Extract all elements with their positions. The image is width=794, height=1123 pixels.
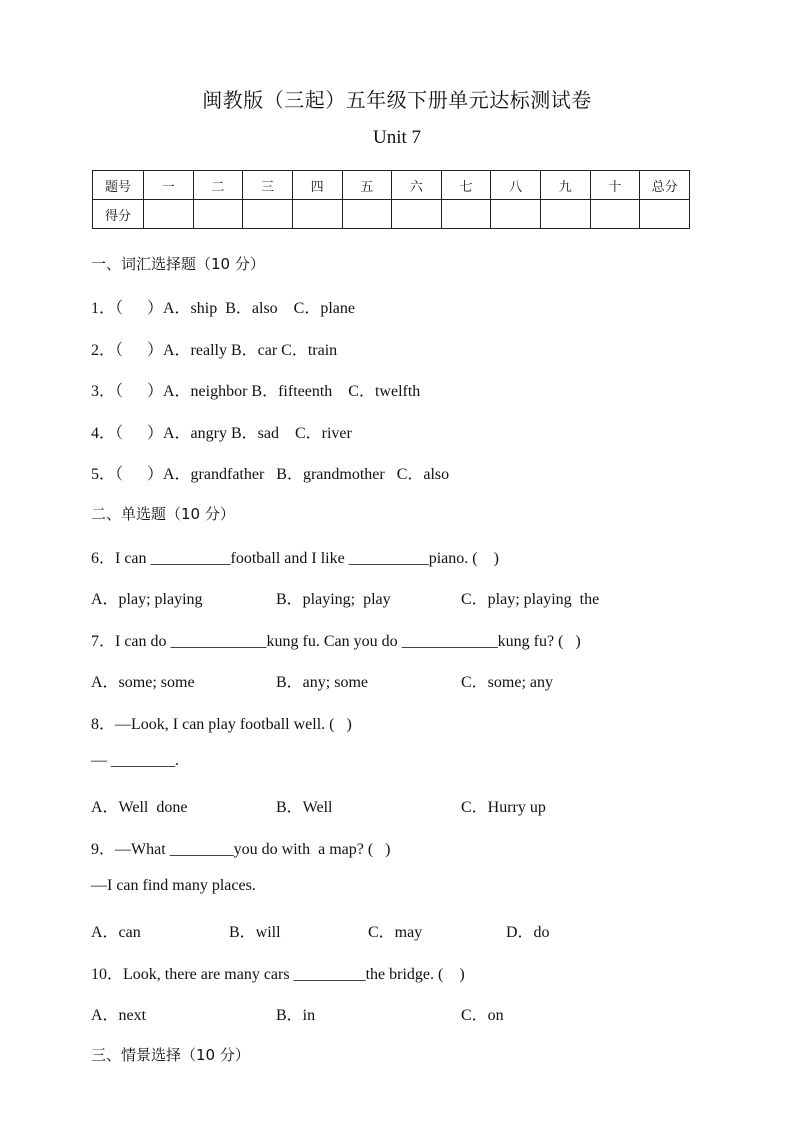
option-a: A．play; playing	[91, 591, 203, 608]
score-cell: 七	[441, 171, 491, 200]
question-stem: 8．—Look, I can play football well. ( )	[91, 716, 352, 733]
option-c: C．Hurry up	[461, 799, 546, 816]
score-cell: 总分	[640, 171, 690, 200]
score-row-label: 得分	[93, 200, 144, 229]
score-cell: 三	[243, 171, 293, 200]
option-b: B．playing; play	[276, 591, 391, 608]
section-heading: 三、情景选择（10 分）	[91, 1046, 250, 1064]
option-a: A．some; some	[91, 674, 195, 691]
question-item: 5．（ ）A．grandfather B．grandmother C．also	[91, 466, 450, 483]
question-reply: —I can find many places.	[91, 877, 256, 894]
score-blank-cell[interactable]	[590, 200, 640, 229]
score-cell: 五	[342, 171, 392, 200]
option-a: A．Well done	[91, 799, 188, 816]
score-cell: 一	[144, 171, 194, 200]
score-blank-cell[interactable]	[392, 200, 442, 229]
option-c: C．some; any	[461, 674, 553, 691]
question-stem: 6．I can __________football and I like __________piano. ( )	[91, 550, 499, 567]
score-cell: 二	[193, 171, 243, 200]
score-blank-cell[interactable]	[491, 200, 541, 229]
option-c: C．play; playing the	[461, 591, 600, 608]
option-c: C．may	[368, 924, 423, 941]
option-b: B．will	[229, 924, 281, 941]
exam-title: 闽教版（三起）五年级下册单元达标测试卷	[202, 90, 592, 112]
score-cell: 题号	[93, 171, 144, 200]
score-blank-cell[interactable]	[541, 200, 591, 229]
score-table-score-row	[93, 200, 690, 229]
question-stem: 7．I can do ____________kung fu. Can you do ____________kung fu? ( )	[91, 633, 581, 650]
option-d: D．do	[506, 924, 550, 941]
option-b: B．any; some	[276, 674, 368, 691]
score-cell: 八	[491, 171, 541, 200]
score-cell: 九	[541, 171, 591, 200]
question-stem: 9．—What ________you do with a map? ( )	[91, 841, 391, 858]
score-blank-cell[interactable]	[243, 200, 293, 229]
score-blank-cell[interactable]	[441, 200, 491, 229]
score-table	[92, 170, 690, 229]
score-blank-cell[interactable]	[342, 200, 392, 229]
score-blank-cell[interactable]	[640, 200, 690, 229]
question-item: 4．（ ）A．angry B．sad C．river	[91, 425, 352, 442]
option-b: B．Well	[276, 799, 333, 816]
score-cell: 六	[392, 171, 442, 200]
section-heading: 二、单选题（10 分）	[91, 505, 235, 523]
question-reply: — ________.	[91, 752, 179, 769]
question-item: 2．（ ）A．really B．car C．train	[91, 342, 338, 359]
question-item: 1．（ ）A．ship B．also C．plane	[91, 300, 355, 317]
question-stem: 10．Look, there are many cars _________the bridge. ( )	[91, 966, 465, 983]
option-c: C．on	[461, 1007, 504, 1024]
option-a: A．can	[91, 924, 141, 941]
score-cell: 四	[292, 171, 342, 200]
score-blank-cell[interactable]	[144, 200, 194, 229]
question-item: 3．（ ）A．neighbor B．fifteenth C．twelfth	[91, 383, 421, 400]
unit-title: Unit 7	[372, 127, 422, 148]
score-blank-cell[interactable]	[193, 200, 243, 229]
score-cell: 十	[590, 171, 640, 200]
score-blank-cell[interactable]	[292, 200, 342, 229]
section-heading: 一、词汇选择题（10 分）	[91, 255, 265, 273]
option-a: A．next	[91, 1007, 147, 1024]
option-b: B．in	[276, 1007, 316, 1024]
score-table-header-row	[93, 171, 690, 200]
